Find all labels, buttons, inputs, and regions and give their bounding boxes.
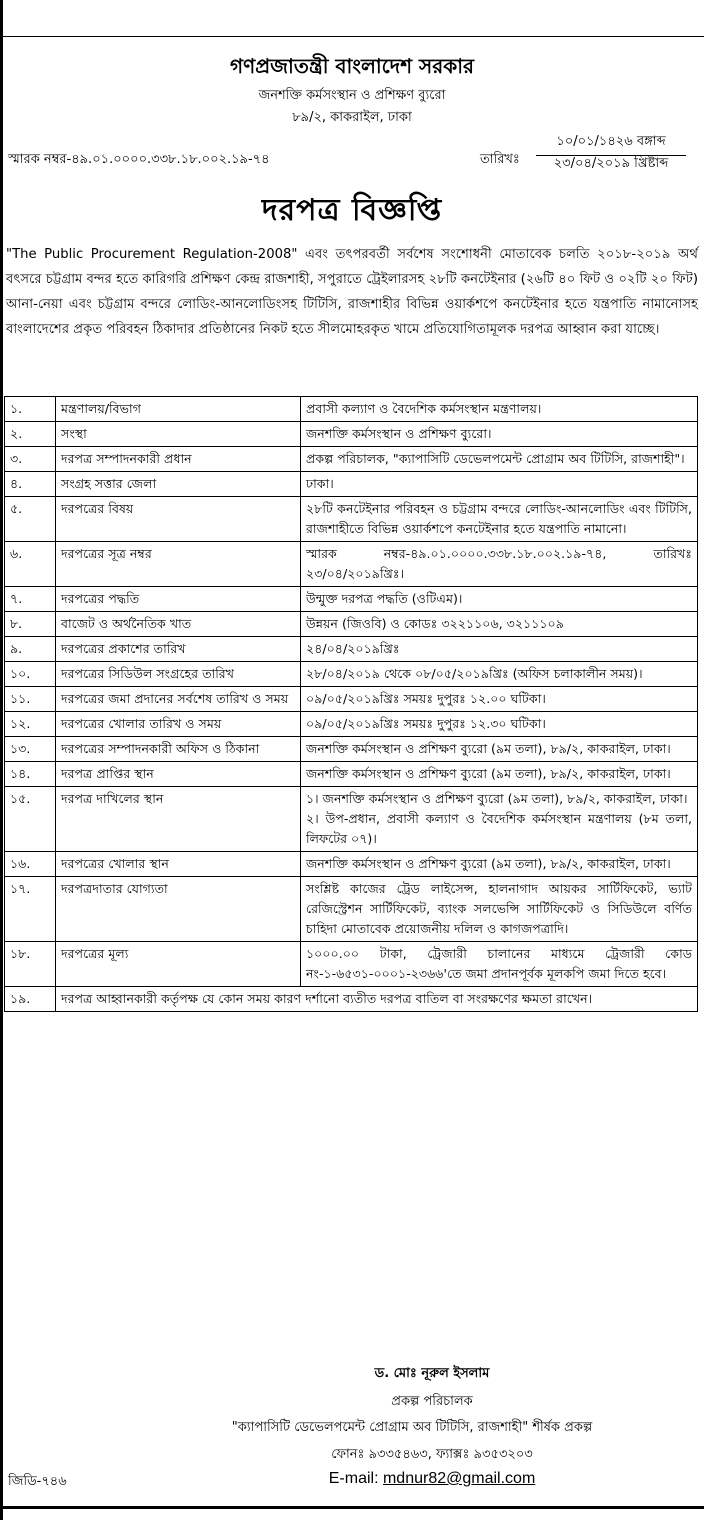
top-border-box (0, 0, 704, 37)
row-value: উন্নয়ন (জিওবি) ও কোডঃ ৩২২১১০৬, ৩২১১১০৯ (301, 612, 698, 637)
notice-title: দরপত্র বিজ্ঞপ্তি (261, 193, 443, 228)
gd-number: জিডি-৭৪৬ (8, 1474, 67, 1489)
signatory-name: ড. মোঃ নূরুল ইসলাম (374, 1366, 490, 1381)
row-label: দরপত্রের সূত্র নম্বর (56, 542, 301, 587)
row-value: জনশক্তি কর্মসংস্থান ও প্রশিক্ষণ ব্যুরো (৯ম তলা), ৮৯/২, কাকরাইল, ঢাকা। (301, 762, 698, 787)
row-value-part: ১। জনশক্তি কর্মসংস্থান ও প্রশিক্ষণ ব্যুরো (৯ম তলা), ৮৯/২, কাকরাইল, ঢাকা। (306, 791, 688, 806)
row-number: ১৮. (5, 942, 56, 987)
table-row (5, 587, 698, 612)
row-label: দরপত্রের খোলার স্থান (56, 852, 301, 877)
table-row (5, 612, 698, 637)
table-row (5, 542, 698, 587)
row-value: স্মারক নম্বর-৪৯.০১.০০০০.৩৩৮.১৮.০০২.১৯-৭৪, তারিখঃ ২৩/০৪/২০১৯খ্রিঃ। (301, 542, 698, 587)
table-row (5, 397, 698, 422)
table-row (5, 687, 698, 712)
table-row (5, 447, 698, 472)
table-row (5, 987, 698, 1012)
table-row (5, 942, 698, 987)
signatory-title: প্রকল্প পরিচালক (391, 1394, 473, 1409)
row-statement: দরপত্র আহ্বানকারী কর্তৃপক্ষ যে কোন সময় কারণ দর্শানো ব্যতীত দরপত্র বাতিল বা সংরক্ষণের ক্ষমতা রাখেন। (56, 987, 698, 1012)
department-address: ৮৯/২, কাকরাইল, ঢাকা (292, 110, 412, 125)
bottom-border (0, 1506, 704, 1509)
table-row (5, 637, 698, 662)
row-label: দরপত্রের খোলার তারিখ ও সময় (56, 712, 301, 737)
department-name: জনশক্তি কর্মসংস্থান ও প্রশিক্ষণ ব্যুরো (258, 88, 446, 103)
row-label: সংগ্রহ সত্তার জেলা (56, 472, 301, 497)
row-number: ৮. (5, 612, 56, 637)
row-value: ২৪/০৪/২০১৯খ্রিঃ (301, 637, 698, 662)
table-row (5, 852, 698, 877)
row-label: দরপত্রের সিডিউল সংগ্রহের তারিখ (56, 662, 301, 687)
row-label: দরপত্র দাখিলের স্থান (56, 787, 301, 852)
row-value: উন্মুক্ত দরপত্র পদ্ধতি (ওটিএম)। (301, 587, 698, 612)
row-label: দরপত্র সম্পাদনকারী প্রধান (56, 447, 301, 472)
date-bangla: ১০/০১/১৪২৬ বঙ্গাব্দ (536, 132, 686, 156)
row-number: ৯. (5, 637, 56, 662)
row-value: জনশক্তি কর্মসংস্থান ও প্রশিক্ষণ ব্যুরো (৯ম তলা), ৮৯/২, কাকরাইল, ঢাকা। (301, 737, 698, 762)
row-value: সংশ্লিষ্ট কাজের ট্রেড লাইসেন্স, হালনাগাদ আয়কর সার্টিফিকেট, ভ্যাট রেজিস্ট্রেশন সার্টিফিকেট, ব্যাংক সলভেন্সি সার্টিফিকেট ও সিডিউলে বর্ণিত চাহিদা মোতাবেক প্রয়োজনীয় দলিল ও কাগজপত্রাদি। (301, 877, 698, 942)
row-label: দরপত্রের জমা প্রদানের সর্বশেষ তারিখ ও সময় (56, 687, 301, 712)
row-number: ৪. (5, 472, 56, 497)
table-row (5, 787, 698, 852)
intro-paragraph: "The Public Procurement Regulation-2008" এবং তৎপরবর্তী সর্বশেষ সংশোধনী মোতাবেক চলতি ২০১৮-২০১৯ অর্থ বৎসরে চট্টগ্রাম বন্দর হতে কারিগরি প্রশিক্ষণ কেন্দ্র রাজশাহী, সপুরাতে ট্রেইলারসহ ২৮টি কনটেইনার (২৬টি ৪০ ফিট ও ০২টি ২০ ফিট) আনা-নেয়া এবং চট্টগ্রাম বন্দরে লোডিং-আনলোডিংসহ টিটিসি, রাজশাহীর বিভিন্ন ওয়ার্কশপে কনটেইনার হতে যন্ত্রপাতি নামানোসহ বাংলাদেশের প্রকৃত পরিবহন ঠিকাদার প্রতিষ্ঠানের নিকট হতে সীলমোহরকৃত খামে প্রতিযোগিতামূলক দরপত্র আহ্বান করা যাচ্ছে। (6, 247, 698, 337)
row-value: ০৯/০৫/২০১৯খ্রিঃ সময়ঃ দুপুরঃ ১২.০০ ঘটিকা। (301, 687, 698, 712)
table-row (5, 762, 698, 787)
row-value: ০৯/০৫/২০১৯খ্রিঃ সময়ঃ দুপুরঃ ১২.৩০ ঘটিকা। (301, 712, 698, 737)
row-label: দরপত্রের সম্পাদনকারী অফিস ও ঠিকানা (56, 737, 301, 762)
row-label: মন্ত্রণালয়/বিভাগ (56, 397, 301, 422)
row-value: ১০০০.০০ টাকা, ট্রেজারী চালানের মাধ্যমে ট্রেজারী কোড নং-১-৬৫৩১-০০০১-২৩৬৬'তে জমা প্রদানপূর্বক মূলকপি জমা দিতে হবে। (301, 942, 698, 987)
row-number: ১. (5, 397, 56, 422)
row-label: সংস্থা (56, 422, 301, 447)
date-label: তারিখঃ (480, 152, 520, 167)
row-number: ১৭. (5, 877, 56, 942)
signatory-project: "ক্যাপাসিটি ডেভেলপমেন্ট প্রোগ্রাম অব টিটিসি, রাজশাহী" শীর্ষক প্রকল্প (231, 1420, 593, 1435)
table-row (5, 497, 698, 542)
row-number: ১২. (5, 712, 56, 737)
row-label: দরপত্রদাতার যোগ্যতা (56, 877, 301, 942)
row-number: ১৪. (5, 762, 56, 787)
row-value: ঢাকা। (301, 472, 698, 497)
row-number: ৫. (5, 497, 56, 542)
row-label: দরপত্রের বিষয় (56, 497, 301, 542)
tender-details-table (4, 396, 698, 1012)
email-label: E-mail: (328, 1470, 383, 1487)
contact-email (80, 1470, 704, 1488)
row-value: প্রকল্প পরিচালক, "ক্যাপাসিটি ডেভেলপমেন্ট প্রোগ্রাম অব টিটিসি, রাজশাহী"। (301, 447, 698, 472)
table-row (5, 422, 698, 447)
row-value: প্রবাসী কল্যাণ ও বৈদেশিক কর্মসংস্থান মন্ত্রণালয়। (301, 397, 698, 422)
row-value-part: ২। উপ-প্রধান, প্রবাসী কল্যাণ ও বৈদেশিক কর্মসংস্থান মন্ত্রণালয় (৮ম তলা, লিফটের ০৭)। (306, 811, 692, 846)
email-link[interactable]: mdnur82@gmail.com (382, 1470, 536, 1487)
row-number: ১৬. (5, 852, 56, 877)
row-value: জনশক্তি কর্মসংস্থান ও প্রশিক্ষণ ব্যুরো। (301, 422, 698, 447)
table-row (5, 712, 698, 737)
table-row (5, 877, 698, 942)
row-label: দরপত্রের পদ্ধতি (56, 587, 301, 612)
memo-number: স্মারক নম্বর-৪৯.০১.০০০০.৩৩৮.১৮.০০২.১৯-৭৪ (8, 152, 270, 167)
row-label: দরপত্রের মূল্য (56, 942, 301, 987)
row-number: ১০. (5, 662, 56, 687)
row-number: ৬. (5, 542, 56, 587)
row-number: ১৩. (5, 737, 56, 762)
government-title: গণপ্রজাতন্ত্রী বাংলাদেশ সরকার (230, 54, 474, 78)
contact-phone-fax: ফোনঃ ৯৩৩৫৪৬৩, ফ্যাক্সঃ ৯৩৫৩২০৩ (331, 1447, 533, 1462)
row-value: ২৮টি কনটেইনার পরিবহন ও চট্টগ্রাম বন্দরে লোডিং-আনলোডিং এবং টিটিসি, রাজশাহীতে বিভিন্ন ওয়ার্কশপে কনটেইনার হতে যন্ত্রপাতি নামানো। (301, 497, 698, 542)
row-number: ৩. (5, 447, 56, 472)
row-value: ২৮/০৪/২০১৯ থেকে ০৮/০৫/২০১৯খ্রিঃ (অফিস চলাকালীন সময়)। (301, 662, 698, 687)
row-value (301, 787, 698, 852)
row-number: ২. (5, 422, 56, 447)
row-label: বাজেট ও অর্থনৈতিক খাত (56, 612, 301, 637)
table-row (5, 472, 698, 497)
date-english: ২৩/০৪/২০১৯ খ্রিষ্টাব্দ (553, 156, 669, 171)
table-row (5, 737, 698, 762)
table-row (5, 662, 698, 687)
row-label: দরপত্র প্রাপ্তির স্থান (56, 762, 301, 787)
row-number: ৭. (5, 587, 56, 612)
row-value: জনশক্তি কর্মসংস্থান ও প্রশিক্ষণ ব্যুরো (৯ম তলা), ৮৯/২, কাকরাইল, ঢাকা। (301, 852, 698, 877)
row-label: দরপত্রের প্রকাশের তারিখ (56, 637, 301, 662)
row-number: ১১. (5, 687, 56, 712)
row-number: ১৯. (5, 987, 56, 1012)
row-number: ১৫. (5, 787, 56, 852)
